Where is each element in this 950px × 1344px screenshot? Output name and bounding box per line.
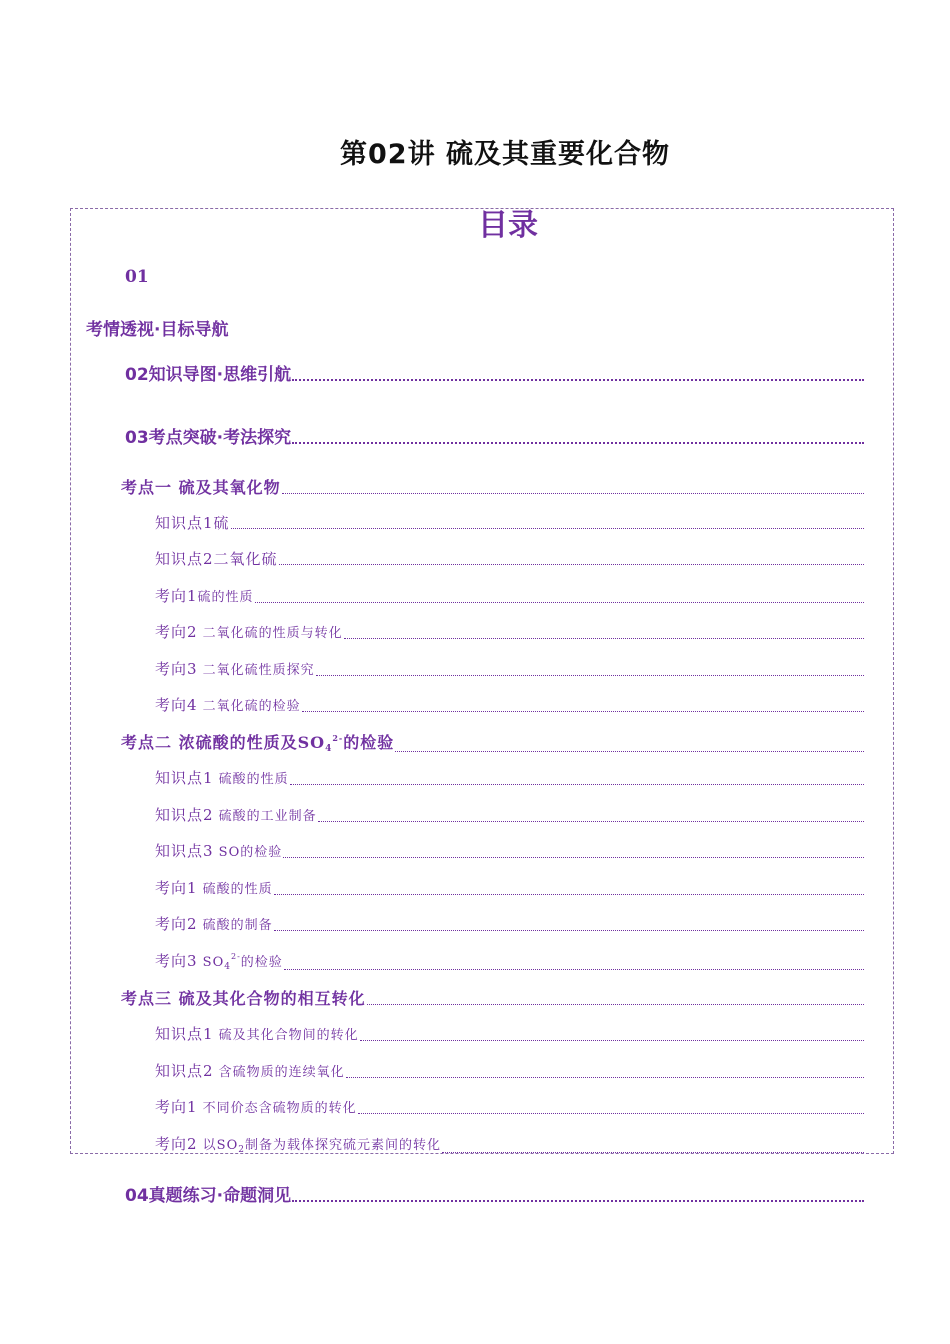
toc-item[interactable]: 知识点2 硫酸的工业制备 xyxy=(155,806,864,825)
toc-item[interactable]: 考向2 二氧化硫的性质与转化 xyxy=(155,623,864,642)
toc-item[interactable]: 知识点1 硫及其化合物间的转化 xyxy=(155,1025,864,1044)
dot-leader xyxy=(395,751,864,752)
dot-leader xyxy=(282,493,864,494)
toc-topic-1[interactable] xyxy=(121,478,864,497)
toc-item[interactable]: 知识点2二氧化硫 xyxy=(155,550,864,568)
dot-leader xyxy=(231,528,864,529)
document-title: 第02讲 硫及其重要化合物 xyxy=(340,139,670,170)
toc-section-01-label[interactable]: 考情透视·目标导航 xyxy=(86,320,229,340)
toc-section-04[interactable] xyxy=(125,1186,864,1206)
toc-topic-3-label: 考点三 硫及其化合物的相互转化 xyxy=(121,989,366,1008)
dot-leader xyxy=(442,1152,864,1153)
toc-item[interactable]: 知识点2 含硫物质的连续氧化 xyxy=(155,1062,864,1081)
toc-item[interactable]: 考向3 二氧化硫性质探究 xyxy=(155,660,864,679)
toc-item[interactable]: 考向2 硫酸的制备 xyxy=(155,915,864,934)
toc-section-02[interactable] xyxy=(125,365,864,385)
dot-leader xyxy=(274,930,864,931)
dot-leader xyxy=(283,857,864,858)
toc-item[interactable]: 考向1 不同价态含硫物质的转化 xyxy=(155,1098,864,1117)
toc-section-01-number[interactable]: 01 xyxy=(125,267,149,287)
dot-leader xyxy=(292,1200,864,1202)
toc-heading: 目录 xyxy=(478,208,538,243)
dot-leader xyxy=(284,969,864,970)
toc-item[interactable]: 知识点3 SO的检验 xyxy=(155,842,864,861)
toc-item[interactable]: 知识点1硫 xyxy=(155,514,864,532)
toc-topic-2-label: 考点二 浓硫酸的性质及$SO_4^{2-}$的检验 xyxy=(121,733,395,754)
toc-section-04-label: 04真题练习·命题洞见 xyxy=(125,1186,292,1206)
dot-leader xyxy=(290,784,864,785)
dot-leader xyxy=(358,1113,864,1114)
toc-section-03-label: 03考点突破·考法探究 xyxy=(125,428,292,448)
dot-leader xyxy=(316,675,864,676)
toc-item[interactable]: 考向4 二氧化硫的检验 xyxy=(155,696,864,715)
dot-leader xyxy=(302,711,864,712)
toc-item[interactable]: 知识点1 硫酸的性质 xyxy=(155,769,864,788)
toc-item[interactable]: 考向2 以$SO_2$制备为载体探究硫元素间的转化 xyxy=(155,1135,864,1156)
dot-leader xyxy=(279,564,864,565)
dot-leader xyxy=(274,894,864,895)
toc-item[interactable]: 考向3 $SO_4^{2-}$的检验 xyxy=(155,952,864,973)
toc-box xyxy=(70,208,894,1154)
dot-leader xyxy=(255,602,864,603)
dot-leader xyxy=(344,638,864,639)
dot-leader xyxy=(292,379,864,381)
toc-item[interactable]: 考向1 硫酸的性质 xyxy=(155,879,864,898)
dot-leader xyxy=(318,821,864,822)
toc-item[interactable]: 考向1硫的性质 xyxy=(155,587,864,606)
toc-section-02-label: 02知识导图·思维引航 xyxy=(125,365,292,385)
dot-leader xyxy=(367,1004,864,1005)
dot-leader xyxy=(360,1040,864,1041)
dot-leader xyxy=(292,442,864,444)
toc-topic-2[interactable] xyxy=(121,733,864,755)
toc-topic-1-label: 考点一 硫及其氧化物 xyxy=(121,478,281,497)
toc-topic-3[interactable] xyxy=(121,989,864,1008)
dot-leader xyxy=(346,1077,864,1078)
toc-section-03[interactable] xyxy=(125,428,864,448)
